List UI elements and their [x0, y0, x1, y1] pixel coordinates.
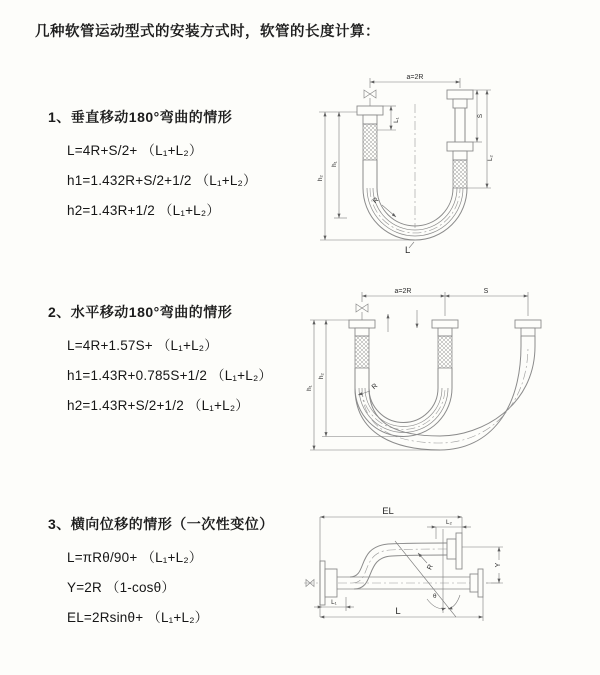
section1-heading: 1、垂直移动180°弯曲的情形: [48, 109, 233, 125]
right-hose-fitting-moved: [515, 320, 541, 346]
upper-right-flange: [447, 533, 462, 569]
label-y: Y: [495, 562, 502, 568]
radius-callout: [372, 197, 396, 217]
section2-formula-h2: h2=1.43R+S/2+1/2 （L₁+L₂）: [67, 398, 249, 413]
valve-icon: [356, 304, 368, 320]
label-a2r: a=2R: [394, 288, 412, 295]
label-l1: L₁: [393, 117, 400, 123]
length-callout: [405, 242, 414, 256]
left-hose-fitting: [349, 320, 375, 388]
section1-formula-h2: h2=1.43R+1/2 （L₁+L₂）: [67, 203, 221, 218]
label-a2r: a=2R: [406, 74, 424, 81]
label-el: EL: [382, 506, 394, 517]
valve-icon: [364, 90, 376, 106]
label-r: R: [426, 563, 435, 572]
dimension-a2r: [370, 74, 460, 88]
dimension-l2: [467, 90, 494, 188]
radius-callout: [418, 553, 435, 571]
section2-heading: 2、水平移动180°弯曲的情形: [48, 304, 233, 320]
label-l1: L₁: [331, 599, 337, 606]
middle-hose-fitting: [432, 320, 458, 388]
label-h1: h₁: [306, 385, 313, 391]
section2-formula-h1: h1=1.43R+0.785S+1/2 （L₁+L₂）: [67, 368, 273, 383]
dimension-el: [320, 506, 462, 617]
label-h2: h₂: [318, 373, 325, 379]
label-r: R: [370, 382, 380, 392]
section3-heading: 3、横向位移的情形（一次性变位）: [48, 516, 274, 532]
label-l: L: [395, 606, 401, 617]
right-hose-fitting: [447, 90, 473, 188]
section1-formula-h1: h1=1.432R+S/2+1/2 （L₁+L₂）: [67, 173, 257, 188]
dimension-l: [320, 597, 483, 621]
dimension-s: [445, 288, 528, 316]
label-l2: L₂: [446, 519, 452, 526]
label-l: L: [405, 245, 411, 256]
page-title: 几种软管运动型式的安装方式时，软管的长度计算：: [35, 24, 380, 40]
dimension-s: [473, 90, 491, 142]
section2-formula-l: L=4R+1.57S+ （L₁+L₂）: [67, 338, 218, 353]
label-s: S: [477, 113, 484, 119]
section3-formula-el: EL=2Rsinθ+ （L₁+L₂）: [67, 610, 209, 625]
diagram-horizontal-180-bend: [300, 284, 595, 462]
label-s: S: [483, 288, 489, 295]
diagram-vertical-180-bend: [305, 68, 535, 256]
diagram-lateral-displacement: [300, 505, 592, 651]
section3-formula-y: Y=2R （1-cosθ）: [67, 580, 176, 595]
dimension-l2: [427, 519, 471, 539]
section1-formula-l: L=4R+S/2+ （L₁+L₂）: [67, 143, 203, 158]
left-hose-fitting: [357, 106, 383, 188]
section3-formula-l: L=πRθ/90+ （L₁+L₂）: [67, 550, 203, 565]
label-r: R: [371, 196, 381, 206]
label-h2: h₂: [317, 175, 324, 181]
label-h1: h₁: [331, 161, 338, 167]
label-l2: L₂: [487, 155, 494, 161]
label-theta: θ: [433, 593, 437, 600]
dimension-a2r: [362, 288, 445, 316]
